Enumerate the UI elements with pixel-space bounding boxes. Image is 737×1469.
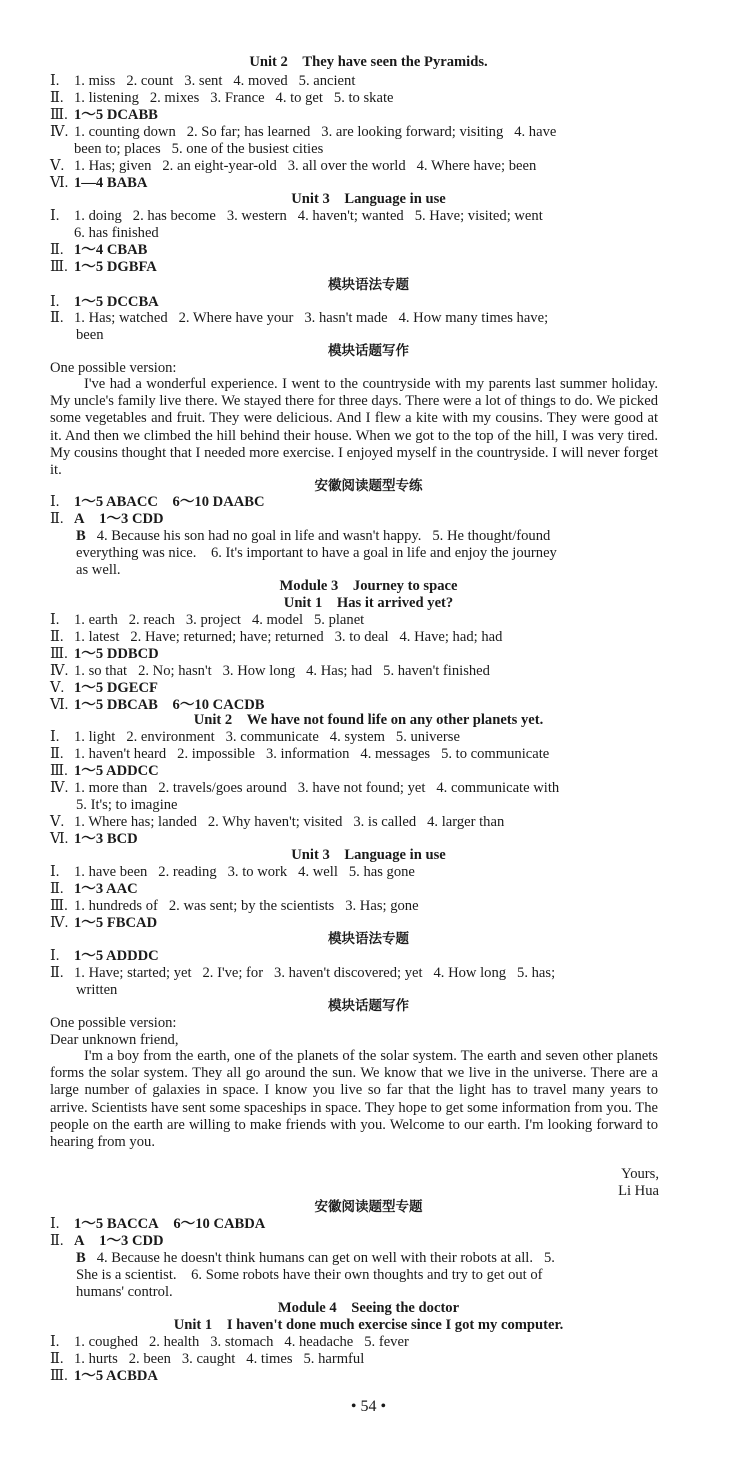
answer-line: Ⅱ. 1～4 CBAB [50,242,148,258]
answer-line: Ⅰ. 1. coughed 2. health 3. stomach 4. headache 5. fever [50,1334,409,1350]
answer-line: Ⅲ. 1. hundreds of 2. was sent; by the scientists 3. Has; gone [50,898,419,914]
module-heading: Module 3 Journey to space [279,578,458,594]
answer-line: Ⅴ. 1. Has; given 2. an eight-year-old 3. all over the world 4. Where have; been [50,158,537,174]
answer-line: Ⅱ. 1～3 AAC [50,881,138,897]
answer-line: Ⅲ. 1～5 DGBFA [50,259,157,275]
answer-line-continued: everything was nice. 6. It's important to have a goal in life and enjoy the journey [76,545,557,561]
answer-line-continued: humans' control. [76,1284,173,1300]
answer-line: Ⅱ. 1. Have; started; yet 2. I've; for 3. haven't discovered; yet 4. How long 5. has; [50,965,556,981]
letter-signature: Li Hua [618,1183,659,1199]
answer-line: Ⅳ. 1. so that 2. No; hasn't 3. How long 4. Has; had 5. haven't finished [50,663,490,679]
answer-line: Ⅰ. 1. miss 2. count 3. sent 4. moved 5. ancient [50,73,356,89]
answer-line-continued: been [76,327,104,343]
answer-line: Ⅴ. 1. Where has; landed 2. Why haven't; visited 3. is called 4. larger than [50,814,505,830]
answer-line: Ⅳ. 1～5 FBCAD [50,915,158,931]
answer-line: Ⅰ. 1～5 DCCBA [50,294,159,310]
answer-line-continued: written [76,982,118,998]
answer-line: Ⅲ. 1～5 DCABB [50,107,158,123]
unit-heading: Unit 1 I haven't done much exercise since I got my computer. [173,1317,564,1333]
answer-line: Ⅵ. 1—4 BABA [50,175,148,191]
answer-line: Ⅰ. 1. earth 2. reach 3. project 4. model 5. planet [50,612,365,628]
answer-line: Ⅲ. 1～5 ADDCC [50,763,159,779]
unit-heading: Unit 2 They have seen the Pyramids. [249,54,488,70]
answer-line: Ⅳ. 1. counting down 2. So far; has learned 3. are looking forward; visiting 4. have [50,124,557,140]
module-heading: Module 4 Seeing the doctor [277,1300,460,1316]
answer-line: Ⅰ. 1～5 ABACC 6～10 DAABC [50,494,265,510]
essay-intro: One possible version: [50,360,177,376]
answer-line: Ⅰ. 1～5 ADDDC [50,948,159,964]
essay-paragraph: I've had a wonderful experience. I went to the countryside with my parents last summer holiday. My uncle's family live there. We stayed there for three days. There were a lot of things to do. We picked some vegetables and fruit. They were delicious. And I flew a kite with my cousins. They were good at it. And then we climbed the hill behind their house. When we got to the top of the hill, I was very tired. My cousins thought that I needed more exercise. I enjoyed myself in the countryside. I will never forget it. [50,376,658,479]
letter-greeting: Dear unknown friend, [50,1032,179,1048]
answer-line-continued: She is a scientist. 6. Some robots have their own thoughts and try to get out of [76,1267,543,1283]
answer-line: Ⅱ. 1. haven't heard 2. impossible 3. information 4. messages 5. to communicate [50,746,550,762]
section-heading: 模块话题写作 [328,998,409,1014]
answer-line: Ⅰ. 1. have been 2. reading 3. to work 4. well 5. has gone [50,864,415,880]
answer-line-continued: been to; places 5. one of the busiest cities [74,141,324,157]
answer-line: Ⅱ. A 1～3 CDD [50,1233,164,1249]
unit-heading: Unit 1 Has it arrived yet? [283,595,454,611]
answer-line-continued: 6. has finished [74,225,159,241]
unit-heading: Unit 3 Language in use [291,191,446,207]
section-heading: 模块语法专题 [328,931,409,947]
section-heading: 安徽阅读题型专题 [314,1199,423,1215]
answer-line: B 4. Because his son had no goal in life and wasn't happy. 5. He thought/found [76,528,551,544]
answer-line: Ⅳ. 1. more than 2. travels/goes around 3. have not found; yet 4. communicate with [50,780,560,796]
answer-line: Ⅱ. A 1～3 CDD [50,511,164,527]
answer-line: B 4. Because he doesn't think humans can get on well with their robots at all. 5. [76,1250,555,1266]
answer-line: Ⅲ. 1～5 DDBCD [50,646,159,662]
unit-heading: Unit 2 We have not found life on any other planets yet. [193,712,544,728]
essay-intro: One possible version: [50,1015,177,1031]
section-heading: 模块语法专题 [328,277,409,293]
answer-line: Ⅵ. 1～5 DBCAB 6～10 CACDB [50,697,265,713]
answer-line: Ⅱ. 1. listening 2. mixes 3. France 4. to get 5. to skate [50,90,394,106]
answer-line: Ⅴ. 1～5 DGECF [50,680,158,696]
answer-line: Ⅰ. 1～5 BACCA 6～10 CABDA [50,1216,266,1232]
unit-heading: Unit 3 Language in use [291,847,446,863]
answer-line: Ⅲ. 1～5 ACBDA [50,1368,158,1384]
essay-paragraph: I'm a boy from the earth, one of the planets of the solar system. The earth and seven other planets forms the solar system. They all go around the sun. We know that we live in the universe. There are a large number of galaxies in space. I know you live so far that the light has to travel many years to arrive. Scientists have sent some spaceships in space. They hope to get some information from you. The people on the earth are willing to make friends with you. Welcome to our earth. I'm looking forward to hearing from you. [50,1048,658,1151]
answer-line: Ⅱ. 1. hurts 2. been 3. caught 4. times 5. harmful [50,1351,365,1367]
answer-line: Ⅱ. 1. Has; watched 2. Where have your 3. hasn't made 4. How many times have; [50,310,549,326]
page-number: • 54 • [350,1398,387,1415]
letter-closing: Yours, [621,1166,659,1182]
answer-line: Ⅵ. 1～3 BCD [50,831,138,847]
answer-line: Ⅰ. 1. light 2. environment 3. communicate 4. system 5. universe [50,729,460,745]
section-heading: 模块话题写作 [328,343,409,359]
answer-line-continued: as well. [76,562,121,578]
answer-line: Ⅰ. 1. doing 2. has become 3. western 4. haven't; wanted 5. Have; visited; went [50,208,543,224]
section-heading: 安徽阅读题型专练 [314,478,423,494]
answer-line-continued: 5. It's; to imagine [76,797,178,813]
answer-line: Ⅱ. 1. latest 2. Have; returned; have; returned 3. to deal 4. Have; had; had [50,629,503,645]
